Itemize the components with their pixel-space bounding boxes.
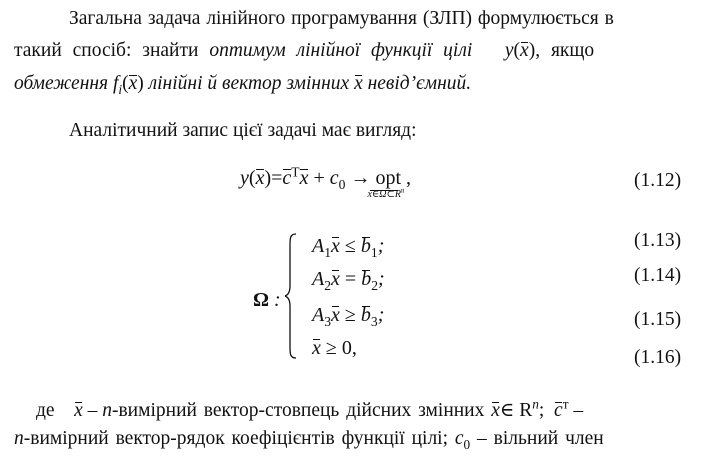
var-x-vector: x [520, 40, 529, 61]
row1-x: x [331, 235, 340, 257]
eq-c0: c [329, 167, 339, 189]
omega-colon: : [269, 289, 281, 311]
para1-line1-text: Загальна задача лінійного програмування (ЗЛП) формулюється в [69, 8, 614, 29]
row3-A: A [312, 304, 325, 326]
row3-end: ; [377, 304, 385, 326]
para1-line2-end: , якщо [535, 40, 595, 61]
para3-l2-n: n [14, 428, 24, 449]
para3-n: n [102, 400, 112, 421]
row1-end: ; [377, 235, 385, 257]
row3-rel: ≥ [339, 304, 361, 326]
para3-in-R: ∈ R [499, 400, 533, 421]
para3-transpose: т [562, 396, 569, 412]
para3-l2-text: -вимірний вектор-рядок коефіцієнтів функції цілі; [23, 428, 455, 449]
row2-end: ; [377, 268, 385, 290]
system-row-2 [312, 268, 385, 291]
para3-semicolon: ; [538, 400, 550, 421]
para3-line2 [14, 428, 604, 450]
para3-l2-end: – вільний член [470, 428, 604, 449]
para3-de: де [36, 400, 55, 421]
omega-symbol: Ω [253, 289, 270, 311]
eq-number-1-15: (1.15) [634, 309, 682, 330]
eq-y: y [240, 167, 249, 189]
emphasis-obmezhennya: обмеження [14, 73, 113, 94]
row2-b: b [361, 268, 372, 290]
system-row-1 [312, 235, 384, 258]
eq-number-1-16: (1.16) [634, 347, 682, 368]
row4-rest: ≥ 0, [320, 337, 357, 359]
eq-number-1-12: (1.12) [634, 170, 682, 191]
para3-c: c [554, 400, 563, 421]
row2-A: A [312, 268, 325, 290]
para1-line2-start: такий спосіб: знайти [14, 40, 210, 61]
para2-text: Аналітичний запис цієї задачі має вигляд: [69, 120, 417, 141]
var-x-vector: x [128, 73, 138, 94]
para3-dash2: – [568, 400, 584, 421]
eq-x2: x [299, 167, 309, 189]
row1-b: b [360, 235, 371, 257]
row2-x: x [331, 268, 340, 290]
para3-sup-n: n [532, 396, 539, 412]
eq-transpose: T [291, 164, 300, 180]
system-row-4 [312, 337, 357, 360]
row1-b-sub: 1 [370, 245, 378, 260]
eq-opt-subscript [367, 189, 404, 200]
para3-c0-sub: 0 [463, 436, 471, 452]
para1-line3-end: невід’ємний. [362, 73, 472, 94]
row4-x: x [312, 337, 321, 359]
row1-A: A [312, 235, 325, 257]
eq-number-1-13: (1.13) [634, 230, 682, 251]
emphasis-optimum: оптимум лінійної функції цілі [209, 40, 473, 61]
var-f: f [113, 73, 119, 94]
eq-x: x [255, 167, 265, 189]
para1-line1 [69, 8, 614, 30]
sub-i: i [118, 81, 123, 97]
row3-A-sub: 3 [324, 314, 332, 329]
row3-b-sub: 3 [370, 314, 378, 329]
row1-rel: ≤ [339, 235, 361, 257]
eq-opt-subscript-n: n [401, 187, 405, 195]
eq-c0-sub: 0 [338, 177, 346, 192]
para1-line2: такий спосіб: знайти оптимум лінійної функції цілі y(x), якщо [14, 40, 595, 61]
system-row-3 [312, 304, 384, 327]
para3-line1 [36, 398, 583, 422]
row2-rel: = [339, 268, 362, 290]
eq-opt-subscript-text: x∈Ω⊂R [367, 189, 402, 200]
row2-A-sub: 2 [324, 278, 332, 293]
row3-x: x [331, 304, 340, 326]
eq-c: c [282, 167, 292, 189]
var-y: y [504, 40, 514, 61]
row3-b: b [360, 304, 371, 326]
eq-comma: , [401, 167, 412, 189]
eq-arrow: → [345, 167, 376, 189]
row1-A-sub: 1 [324, 245, 332, 260]
main-equation: $y(x)=c^Tx + c_0$ → opt $x\in\Omega\subset R^n$ , [240, 164, 412, 200]
para3-text1: -вимірний вектор-стовпець дійсних змінних [111, 400, 492, 421]
eq-number-1-14: (1.14) [634, 265, 682, 286]
para3-dash: – [82, 400, 103, 421]
para1-line3-mid: лінійні й вектор змінних [143, 73, 355, 94]
omega-label [253, 289, 281, 312]
para2-line [69, 120, 417, 142]
para1-line3: обмеження $f_i(x)$ лінійні й вектор змінних x невід’ємний. [14, 73, 472, 97]
eq-equals: = [271, 167, 283, 189]
system-brace [285, 232, 298, 360]
row2-b-sub: 2 [371, 278, 378, 293]
eq-plus: + [308, 167, 330, 189]
eq-opt: opt [375, 167, 402, 189]
var-x-vector: x [354, 73, 363, 94]
para3-x2: x [491, 400, 500, 421]
para3-c0: c [454, 428, 464, 449]
para3-x: x [74, 400, 83, 421]
